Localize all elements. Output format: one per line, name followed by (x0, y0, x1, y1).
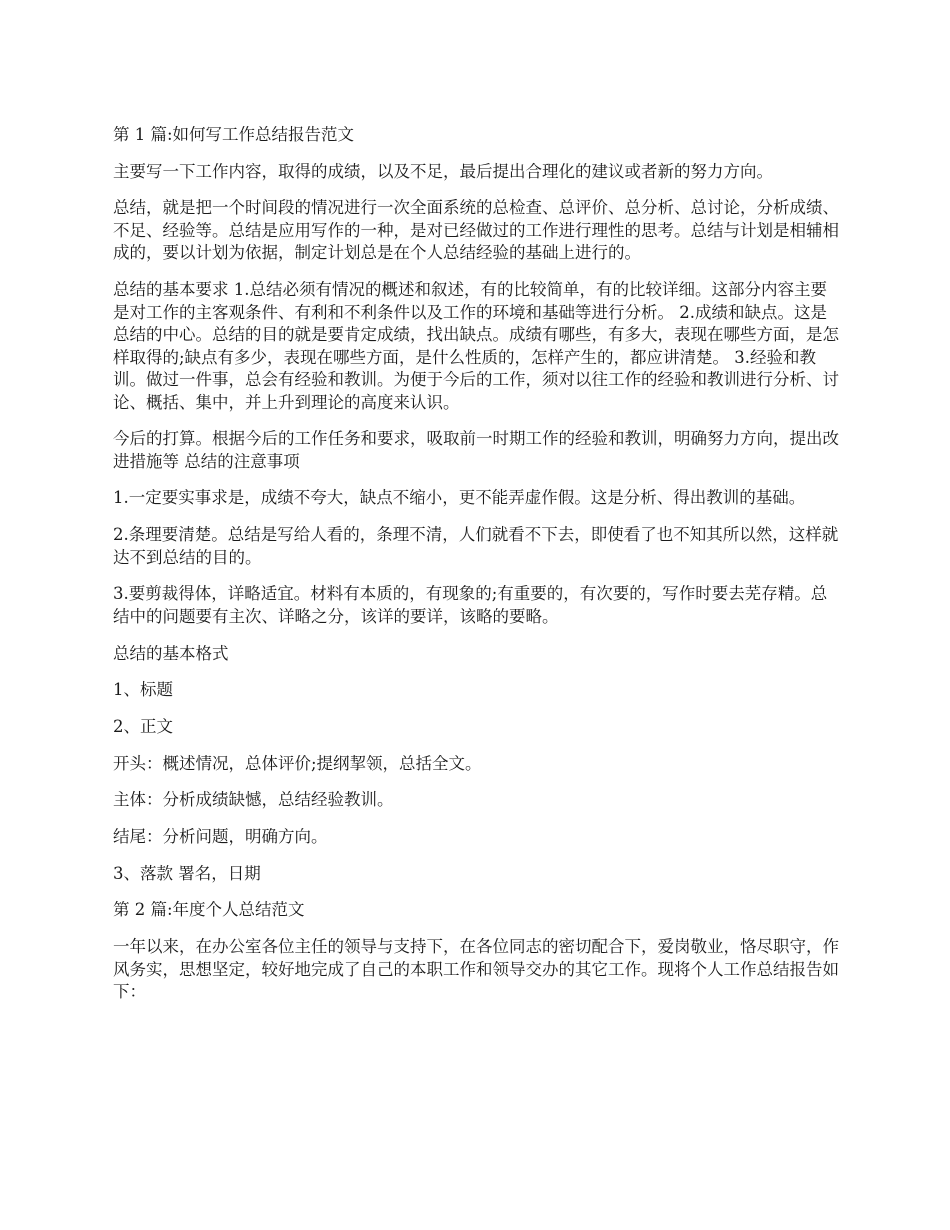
section-heading-2: 第 2 篇:年度个人总结范文 (113, 900, 305, 920)
format-item-body: 2、正文 (113, 716, 173, 736)
note-item-1: 1.一定要实事求是，成绩不夸大，缺点不缩小，更不能弄虚作假。这是分析、得出教训的基础。 (113, 488, 806, 508)
note-item-2: 2.条理要清楚。总结是写给人看的，条理不清，人们就看不下去，即使看了也不知其所以然，这样就达不到总结的目的。 (113, 525, 839, 567)
format-heading: 总结的基本格式 (113, 643, 229, 663)
requirements-paragraph: 总结的基本要求 1.总结必须有情况的概述和叙述，有的比较简单，有的比较详细。这部分内容主要是对工作的主客观条件、有利和不利条件以及工作的环境和基础等进行分析。 2.成绩和缺点。这是总结的中心。总结的目的就是要肯定成绩，找出缺点。成绩有哪些，有多大，表现在哪些方面，是怎样取得的;缺点有多少，表现在哪些方面，是什么性质的，怎样产生的，都应讲清楚。 3.经验和教训。做过一件事，总会有经验和教训。为便于今后的工作，须对以往工作的经验和教训进行分析、讨论、概括、集中，并上升到理论的高度来认识。 (113, 280, 839, 412)
format-body-main: 主体：分析成绩缺憾，总结经验教训。 (113, 790, 394, 810)
definition-paragraph: 总结，就是把一个时间段的情况进行一次全面系统的总检查、总评价、总分析、总讨论，分析成绩、不足、经验等。总结是应用写作的一种，是对已经做过的工作进行理性的思考。总结与计划是相辅相成的，要以计划为依据，制定计划总是在个人总结经验的基础上进行的。 (113, 198, 839, 263)
format-item-title: 1、标题 (113, 680, 173, 700)
section-heading-1: 第 1 篇:如何写工作总结报告范文 (113, 125, 355, 144)
format-body-ending: 结尾：分析问题，明确方向。 (113, 826, 328, 846)
annual-summary-paragraph: 一年以来，在办公室各位主任的领导与支持下，在各位同志的密切配合下，爱岗敬业，恪尽职守，作风务实，思想坚定，较好地完成了自己的本职工作和领导交办的其它工作。现将个人工作总结报告如下： (113, 937, 839, 1001)
intro-paragraph: 主要写一下工作内容，取得的成绩，以及不足，最后提出合理化的建议或者新的努力方向。 (113, 161, 773, 181)
document-page (113, 124, 841, 1018)
format-body-opening: 开头：概述情况，总体评价;提纲挈领，总括全文。 (113, 753, 482, 773)
format-item-signature: 3、落款 署名，日期 (113, 863, 261, 883)
note-item-3: 3.要剪裁得体，详略适宜。材料有本质的，有现象的;有重要的，有次要的，写作时要去芜存精。总结中的问题要有主次、详略之分，该详的要详，该略的要略。 (113, 584, 828, 626)
future-plans-paragraph: 今后的打算。根据今后的工作任务和要求，吸取前一时期工作的经验和教训，明确努力方向，提出改进措施等 总结的注意事项 (113, 429, 839, 471)
